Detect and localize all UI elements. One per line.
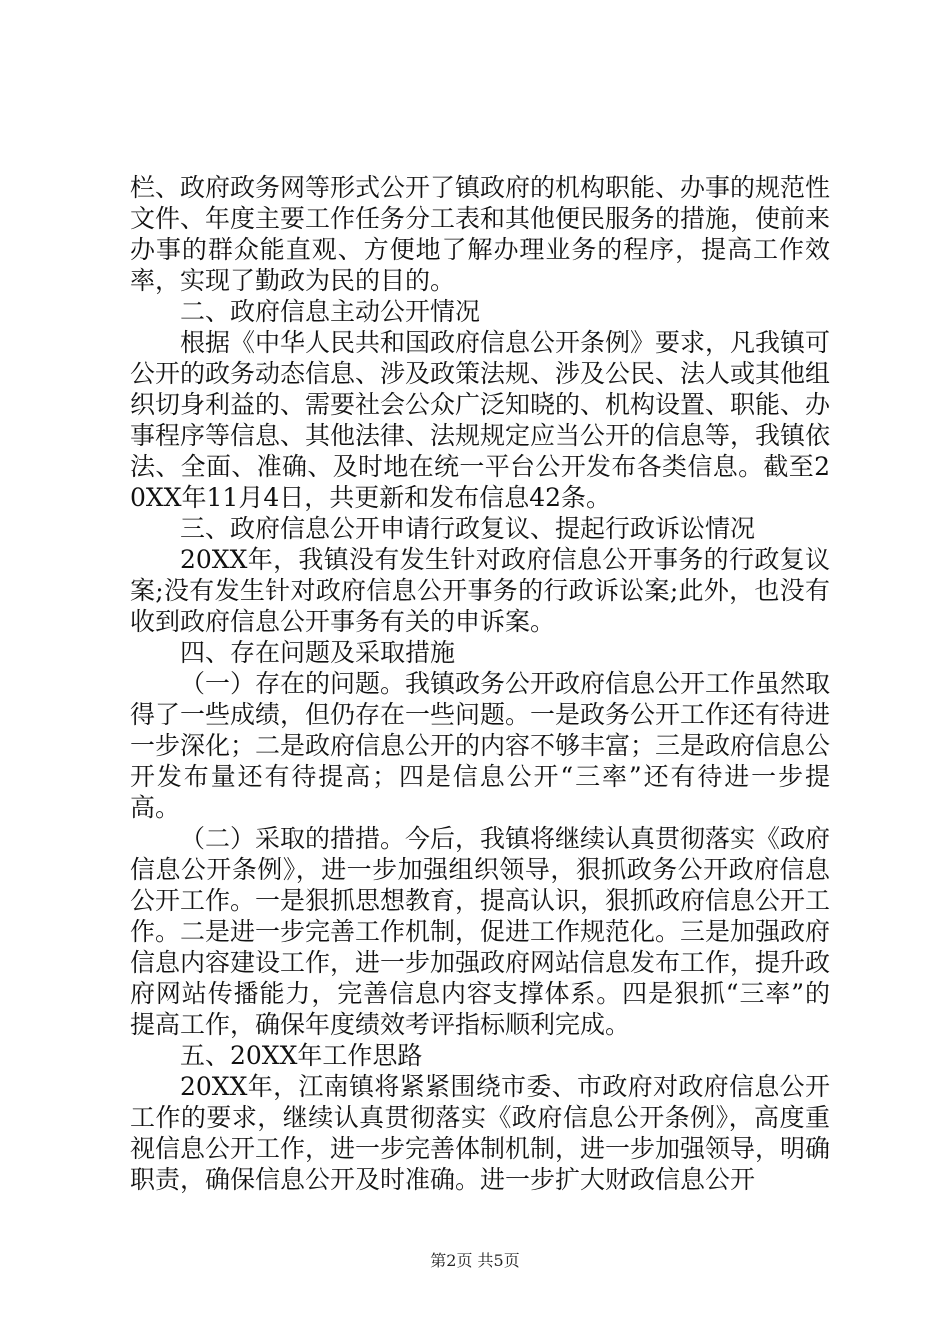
- paragraph-8: （二）采取的措措。今后，我镇将继续认真贯彻落实《政府信息公开条例》，进一步加强组织领导，狠抓政务公开政府信息公开工作。一是狠抓思想教育，提高认识，狠抓政府信息公开工作。二是进一步完善工作机制，促进工作规范化。三是加强政府信息内容建设工作，进一步加强政府网站信息发布工作，提升政府网站传播能力，完善信息内容支撑体系。四是狠抓“三率”的提高工作，确保年度绩效考评指标顺利完成。: [130, 824, 831, 1039]
- section-heading-5: 五、20XX年工作思路: [180, 1041, 423, 1070]
- paragraph-7: （一）存在的问题。我镇政务公开政府信息公开工作虽然取得了一些成绩，但仍存在一些问题。一是政务公开工作还有待进一步深化；二是政府信息公开的内容不够丰富；三是政府信息公开发布量还有待提高；四是信息公开“三率”还有待进一步提高。: [130, 669, 831, 822]
- page-number: 第2页 共5页: [430, 1251, 520, 1270]
- section-heading-4: 四、存在问题及采取措施: [180, 638, 456, 667]
- paragraph-1: 栏、政府政务网等形式公开了镇政府的机构职能、办事的规范性文件、年度主要工作任务分工表和其他便民服务的措施，使前来办事的群众能直观、方便地了解办理业务的程序，提高工作效率，实现了勤政为民的目的。: [130, 173, 831, 295]
- paragraph-3: 根据《中华人民共和国政府信息公开条例》要求，凡我镇可公开的政务动态信息、涉及政策法规、涉及公民、法人或其他组织切身利益的、需要社会公众广泛知晓的、机构设置、职能、办事程序等信息、其他法律、法规规定应当公开的信息等，我镇依法、全面、准确、及时地在统一平台公开发布各类信息。截至20XX年11月4日，共更新和发布信息42条。: [130, 328, 831, 512]
- section-heading-2: 二、政府信息主动公开情况: [180, 297, 481, 326]
- paragraph-5: 20XX年，我镇没有发生针对政府信息公开事务的行政复议案;没有发生针对政府信息公开事务的行政诉讼案;此外，也没有收到政府信息公开事务有关的申诉案。: [130, 545, 830, 636]
- section-heading-3: 三、政府信息公开申请行政复议、提起行政诉讼情况: [180, 514, 756, 543]
- document-body: [130, 172, 830, 1195]
- paragraph-10: 20XX年，江南镇将紧紧围绕市委、市政府对政府信息公开工作的要求，继续认真贯彻落实《政府信息公开条例》，高度重视信息公开工作，进一步完善体制机制，进一步加强领导，明确职责，确保信息公开及时准确。进一步扩大财政信息公开: [130, 1072, 831, 1194]
